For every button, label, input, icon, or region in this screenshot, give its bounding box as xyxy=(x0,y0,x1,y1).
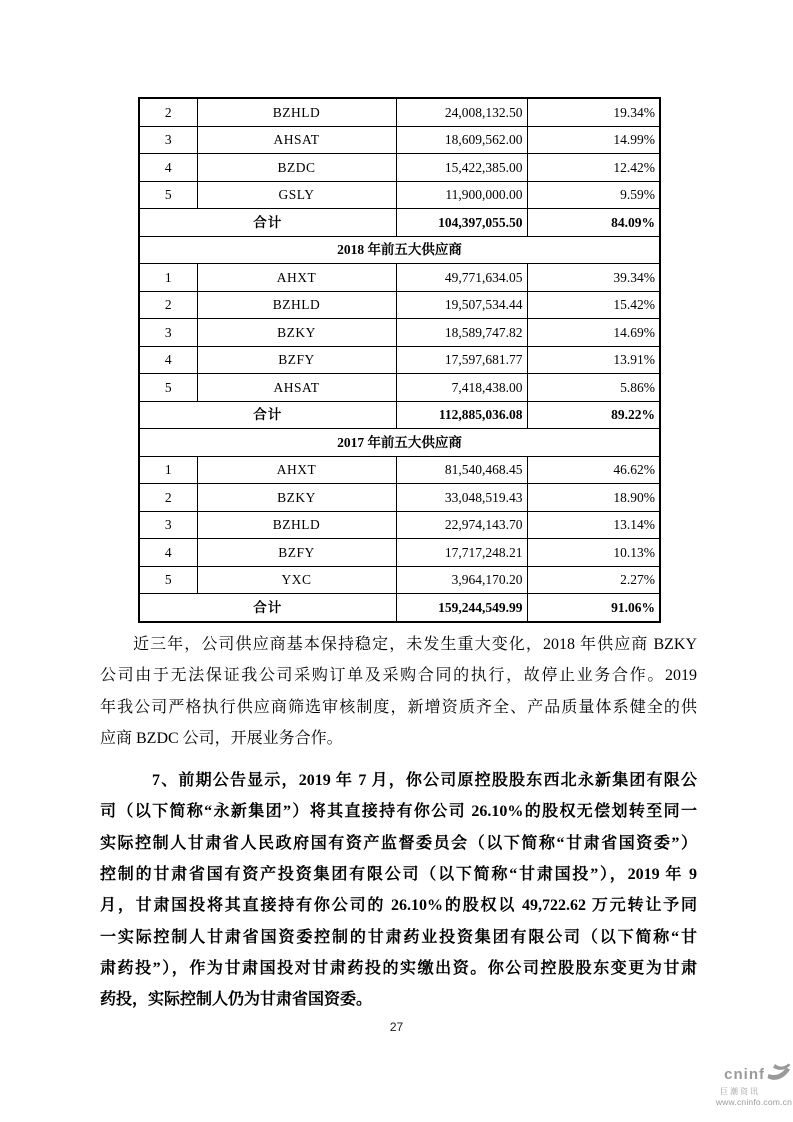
percent-cell: 5.86% xyxy=(527,374,660,402)
percent-cell: 2.27% xyxy=(527,566,660,594)
percent-cell: 12.42% xyxy=(527,154,660,182)
rank-cell: 5 xyxy=(139,374,197,402)
supplier-name-cell: BZHLD xyxy=(197,291,396,319)
rank-cell: 3 xyxy=(139,511,197,539)
rank-cell: 1 xyxy=(139,456,197,484)
amount-cell: 19,507,534.44 xyxy=(396,291,527,319)
percent-cell: 14.69% xyxy=(527,319,660,347)
cninfo-brand-row xyxy=(704,1063,792,1086)
table-total-row xyxy=(139,594,660,622)
supplier-name-cell: BZFY xyxy=(197,539,396,567)
percent-cell: 18.90% xyxy=(527,484,660,512)
amount-cell: 49,771,634.05 xyxy=(396,264,527,292)
percent-cell: 15.42% xyxy=(527,291,660,319)
table-row xyxy=(139,484,660,512)
table-row xyxy=(139,374,660,402)
table-row xyxy=(139,319,660,347)
percent-cell: 46.62% xyxy=(527,456,660,484)
amount-cell: 3,964,170.20 xyxy=(396,566,527,594)
paragraph-line: 控制的甘肃省国有资产投资集团有限公司（以下简称“甘肃国投”），2019 年 9 xyxy=(100,866,697,884)
rank-cell: 5 xyxy=(139,181,197,209)
amount-cell: 81,540,468.45 xyxy=(396,456,527,484)
cninfo-swirl-icon xyxy=(767,1063,791,1086)
section-header-cell: 2018 年前五大供应商 xyxy=(139,236,660,264)
supplier-name-cell: AHSAT xyxy=(197,126,396,154)
rank-cell: 2 xyxy=(139,291,197,319)
page-number: 27 xyxy=(389,1020,404,1034)
cninfo-url: www.cninfo.com.cn xyxy=(715,1097,792,1107)
rank-cell: 4 xyxy=(139,154,197,182)
total-label-cell: 合计 xyxy=(139,209,396,237)
table-total-row xyxy=(139,209,660,237)
table-total-row xyxy=(139,401,660,429)
amount-cell: 15,422,385.00 xyxy=(396,154,527,182)
paragraph xyxy=(100,765,697,1015)
rank-cell: 5 xyxy=(139,566,197,594)
cninfo-subtitle: 巨潮资讯 xyxy=(720,1087,760,1096)
paragraph-line: 年我公司严格执行供应商筛选审核制度，新增资质齐全、产品质量体系健全的供 xyxy=(100,698,697,716)
amount-cell: 17,597,681.77 xyxy=(396,346,527,374)
table-row xyxy=(139,511,660,539)
amount-cell: 24,008,132.50 xyxy=(396,98,527,126)
table-row xyxy=(139,566,660,594)
total-amount-cell: 159,244,549.99 xyxy=(396,594,527,622)
rank-cell: 3 xyxy=(139,319,197,347)
table-row xyxy=(139,264,660,292)
total-label-cell: 合计 xyxy=(139,594,396,622)
supplier-name-cell: YXC xyxy=(197,566,396,594)
percent-cell: 9.59% xyxy=(527,181,660,209)
supplier-name-cell: BZDC xyxy=(197,154,396,182)
supplier-table xyxy=(138,97,661,623)
rank-cell: 1 xyxy=(139,264,197,292)
supplier-name-cell: BZFY xyxy=(197,346,396,374)
amount-cell: 7,418,438.00 xyxy=(396,374,527,402)
paragraph-line: 肃药投”），作为甘肃国投对甘肃药投的实缴出资。你公司控股股东变更为甘肃 xyxy=(100,959,697,977)
paragraph-line: 实际控制人甘肃省人民政府国有资产监督委员会（以下简称“甘肃省国资委”） xyxy=(100,834,697,852)
supplier-name-cell: BZHLD xyxy=(197,511,396,539)
total-percent-cell: 91.06% xyxy=(527,594,660,622)
amount-cell: 33,048,519.43 xyxy=(396,484,527,512)
total-percent-cell: 84.09% xyxy=(527,209,660,237)
total-percent-cell: 89.22% xyxy=(527,401,660,429)
paragraph-line: 一实际控制人甘肃省国资委控制的甘肃药业投资集团有限公司（以下简称“甘 xyxy=(100,928,697,946)
rank-cell: 4 xyxy=(139,346,197,374)
table-row xyxy=(139,456,660,484)
paragraph-line: 应商 BZDC 公司，开展业务合作。 xyxy=(100,729,343,747)
amount-cell: 17,717,248.21 xyxy=(396,539,527,567)
amount-cell: 11,900,000.00 xyxy=(396,181,527,209)
supplier-name-cell: BZKY xyxy=(197,484,396,512)
supplier-name-cell: AHSAT xyxy=(197,374,396,402)
table-row xyxy=(139,346,660,374)
percent-cell: 13.91% xyxy=(527,346,660,374)
percent-cell: 14.99% xyxy=(527,126,660,154)
paragraph-line: 7、前期公告显示，2019 年 7 月，你公司原控股股东西北永新集团有限公 xyxy=(152,772,697,790)
supplier-name-cell: AHXT xyxy=(197,264,396,292)
rank-cell: 3 xyxy=(139,126,197,154)
supplier-name-cell: AHXT xyxy=(197,456,396,484)
paragraph-line: 近三年，公司供应商基本保持稳定，未发生重大变化，2018 年供应商 BZKY xyxy=(133,636,697,653)
amount-cell: 18,589,747.82 xyxy=(396,319,527,347)
cninfo-logo xyxy=(704,1063,792,1107)
table-section-header-row xyxy=(139,236,660,264)
amount-cell: 22,974,143.70 xyxy=(396,511,527,539)
cninfo-brand-text: cninf xyxy=(724,1066,765,1083)
percent-cell: 19.34% xyxy=(527,98,660,126)
table-row xyxy=(139,539,660,567)
percent-cell: 10.13% xyxy=(527,539,660,567)
table-row xyxy=(139,154,660,182)
rank-cell: 2 xyxy=(139,98,197,126)
rank-cell: 4 xyxy=(139,539,197,567)
total-amount-cell: 112,885,036.08 xyxy=(396,401,527,429)
supplier-name-cell: BZKY xyxy=(197,319,396,347)
percent-cell: 39.34% xyxy=(527,264,660,292)
percent-cell: 13.14% xyxy=(527,511,660,539)
table-row xyxy=(139,291,660,319)
supplier-name-cell: GSLY xyxy=(197,181,396,209)
table-section-header-row xyxy=(139,429,660,457)
table-row xyxy=(139,98,660,126)
paragraph-line: 药投，实际控制人仍为甘肃省国资委。 xyxy=(100,991,373,1009)
table-row xyxy=(139,181,660,209)
body-text xyxy=(100,629,697,1016)
table-row xyxy=(139,126,660,154)
total-amount-cell: 104,397,055.50 xyxy=(396,209,527,237)
paragraph-line: 公司由于无法保证我公司采购订单及采购合同的执行，故停止业务合作。2019 xyxy=(100,667,697,685)
paragraph-line: 月，甘肃国投将其直接持有你公司的 26.10%的股权以 49,722.62 万元转让予同 xyxy=(100,897,697,915)
supplier-name-cell: BZHLD xyxy=(197,98,396,126)
paragraph xyxy=(100,629,697,754)
amount-cell: 18,609,562.00 xyxy=(396,126,527,154)
paragraph-line: 司（以下简称“永新集团”）将其直接持有你公司 26.10%的股权无偿划转至同一 xyxy=(100,803,697,821)
section-header-cell: 2017 年前五大供应商 xyxy=(139,429,660,457)
rank-cell: 2 xyxy=(139,484,197,512)
total-label-cell: 合计 xyxy=(139,401,396,429)
